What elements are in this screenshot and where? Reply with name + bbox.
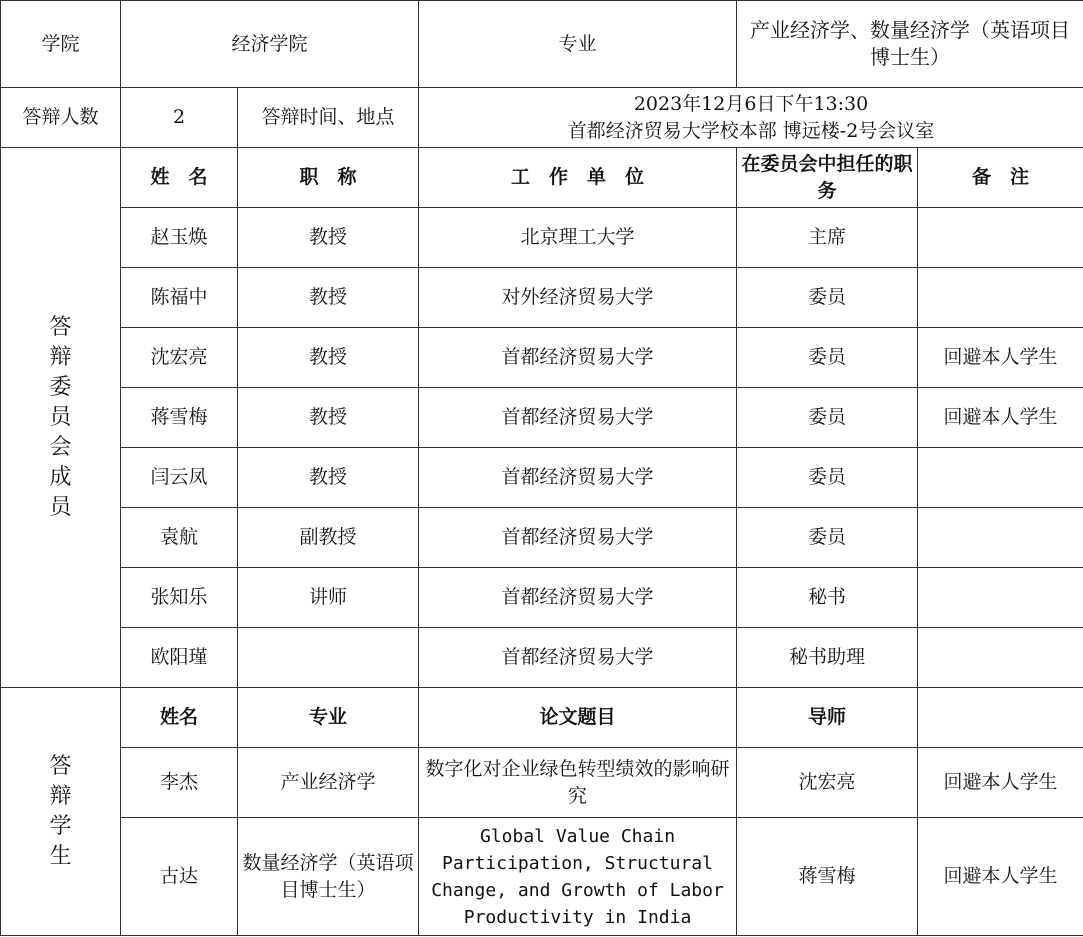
students-header-row bbox=[1, 688, 1083, 748]
member-role: 委员 bbox=[737, 268, 918, 328]
member-title: 讲师 bbox=[238, 568, 419, 628]
member-title: 教授 bbox=[238, 208, 419, 268]
member-name: 陈福中 bbox=[121, 268, 238, 328]
table-row bbox=[1, 568, 1083, 628]
student-name: 李杰 bbox=[121, 748, 238, 818]
table-row bbox=[1, 388, 1083, 448]
member-role: 委员 bbox=[737, 508, 918, 568]
member-unit: 首都经济贸易大学 bbox=[419, 508, 737, 568]
defense-count-value: 2 bbox=[121, 88, 238, 148]
member-unit: 北京理工大学 bbox=[419, 208, 737, 268]
member-name: 张知乐 bbox=[121, 568, 238, 628]
col-header-advisor: 导师 bbox=[737, 688, 918, 748]
member-unit: 首都经济贸易大学 bbox=[419, 568, 737, 628]
defense-info-row bbox=[1, 88, 1083, 148]
student-thesis: Global Value Chain Participation, Structural Change, and Growth of Labor Productivity in India bbox=[419, 818, 737, 936]
college-label: 学院 bbox=[1, 1, 121, 88]
committee-header-row bbox=[1, 148, 1083, 208]
col-header-unit: 工 作 单 位 bbox=[419, 148, 737, 208]
table-row bbox=[1, 268, 1083, 328]
student-advisor: 蒋雪梅 bbox=[737, 818, 918, 936]
member-unit: 对外经济贸易大学 bbox=[419, 268, 737, 328]
col-header-thesis: 论文题目 bbox=[419, 688, 737, 748]
member-note bbox=[918, 568, 1083, 628]
col-header-note: 备 注 bbox=[918, 148, 1083, 208]
member-role: 主席 bbox=[737, 208, 918, 268]
member-title: 副教授 bbox=[238, 508, 419, 568]
student-advisor: 沈宏亮 bbox=[737, 748, 918, 818]
col-header-title: 职 称 bbox=[238, 148, 419, 208]
member-name: 闫云凤 bbox=[121, 448, 238, 508]
table-row bbox=[1, 328, 1083, 388]
table-row bbox=[1, 748, 1083, 818]
member-name: 沈宏亮 bbox=[121, 328, 238, 388]
student-major: 数量经济学（英语项目博士生） bbox=[238, 818, 419, 936]
member-unit: 首都经济贸易大学 bbox=[419, 388, 737, 448]
table-row bbox=[1, 628, 1083, 688]
member-name: 蒋雪梅 bbox=[121, 388, 238, 448]
col-header-student-note bbox=[918, 688, 1083, 748]
student-note: 回避本人学生 bbox=[918, 818, 1083, 936]
student-name: 古达 bbox=[121, 818, 238, 936]
table-row bbox=[1, 508, 1083, 568]
col-header-student-name: 姓名 bbox=[121, 688, 238, 748]
member-role: 委员 bbox=[737, 448, 918, 508]
major-value: 产业经济学、数量经济学（英语项目博士生） bbox=[737, 1, 1083, 88]
table-row bbox=[1, 208, 1083, 268]
member-unit: 首都经济贸易大学 bbox=[419, 328, 737, 388]
member-note bbox=[918, 448, 1083, 508]
member-title: 教授 bbox=[238, 388, 419, 448]
time-place-label: 答辩时间、地点 bbox=[238, 88, 419, 148]
college-value: 经济学院 bbox=[121, 1, 419, 88]
table-row bbox=[1, 448, 1083, 508]
member-name: 袁航 bbox=[121, 508, 238, 568]
member-unit: 首都经济贸易大学 bbox=[419, 448, 737, 508]
member-name: 欧阳瑾 bbox=[121, 628, 238, 688]
table-row bbox=[1, 818, 1083, 936]
defense-time: 2023年12月6日下午13:30 bbox=[633, 92, 869, 115]
defense-place: 首都经济贸易大学校本部 博远楼-2号会议室 bbox=[567, 119, 935, 142]
major-label: 专业 bbox=[419, 1, 737, 88]
student-note: 回避本人学生 bbox=[918, 748, 1083, 818]
member-role: 委员 bbox=[737, 328, 918, 388]
member-role: 委员 bbox=[737, 388, 918, 448]
header-row bbox=[1, 1, 1083, 88]
member-note bbox=[918, 208, 1083, 268]
col-header-role: 在委员会中担任的职务 bbox=[737, 148, 918, 208]
member-note bbox=[918, 268, 1083, 328]
member-note bbox=[918, 628, 1083, 688]
defense-count-label: 答辩人数 bbox=[1, 88, 121, 148]
col-header-student-major: 专业 bbox=[238, 688, 419, 748]
member-title: 教授 bbox=[238, 268, 419, 328]
student-thesis: 数字化对企业绿色转型绩效的影响研究 bbox=[419, 748, 737, 818]
member-role: 秘书助理 bbox=[737, 628, 918, 688]
member-name: 赵玉焕 bbox=[121, 208, 238, 268]
students-section-label: 答 辩 学 生 bbox=[1, 688, 121, 936]
committee-section-label: 答 辩 委 员 会 成 员 bbox=[1, 148, 121, 688]
student-major: 产业经济学 bbox=[238, 748, 419, 818]
member-note bbox=[918, 508, 1083, 568]
member-title: 教授 bbox=[238, 328, 419, 388]
member-note: 回避本人学生 bbox=[918, 388, 1083, 448]
member-note: 回避本人学生 bbox=[918, 328, 1083, 388]
member-title: 教授 bbox=[238, 448, 419, 508]
member-unit: 首都经济贸易大学 bbox=[419, 628, 737, 688]
member-title bbox=[238, 628, 419, 688]
member-role: 秘书 bbox=[737, 568, 918, 628]
time-place-value bbox=[419, 88, 1083, 148]
col-header-name: 姓 名 bbox=[121, 148, 238, 208]
